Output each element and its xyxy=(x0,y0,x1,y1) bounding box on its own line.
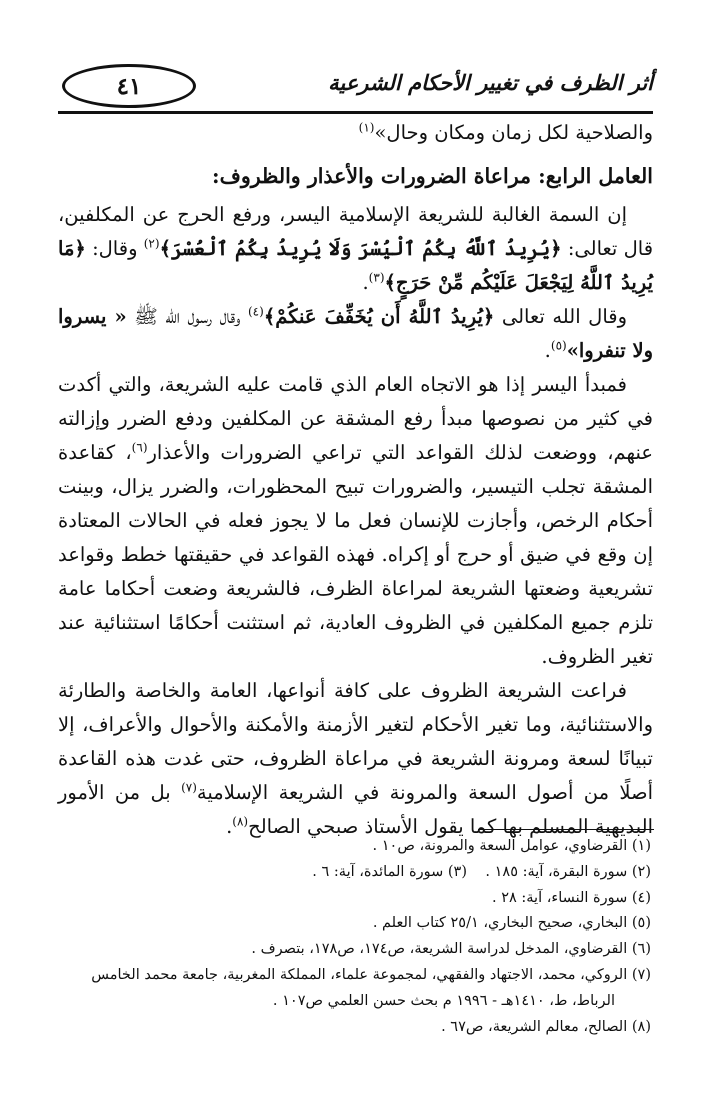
p0-text: والصلاحية لكل زمان ومكان وحال» xyxy=(374,121,653,144)
footnote-ref-2: (٢) xyxy=(143,236,160,251)
footnote-5 xyxy=(58,911,651,937)
header-rule xyxy=(58,111,653,114)
footnote-ref-8: (٨) xyxy=(232,814,249,829)
footnote-text: سورة النساء، آية: ٢٨ . xyxy=(491,889,628,906)
p3-text-b: ، كقاعدة المشقة تجلب التيسير، والضرورات تبيح المحظورات، والضرر يزال، وبينت أحكام الرخص، وأجازت للإنسان فعل ما لا يجوز فعله في الحالات المعتادة إن وقع في ضيق أو حرج أو إكراه. فهذه القواعد في حقيقتها خطط وقواعد تشريعية وضعتها الشريعة لمراعاة الظرف، فالشريعة وضعت أحكاما عامة تلزم جميع المكلفين في الظروف العادية، ثم استثنت أحكامًا استثنائية عند تغير الظروف. xyxy=(58,441,653,668)
footnote-separator xyxy=(478,829,654,830)
footnote-ref-7: (٧) xyxy=(181,780,197,795)
footnote-ref-5: (٥) xyxy=(550,338,567,353)
paragraph-3 xyxy=(58,368,653,674)
footnote-number: (٤) xyxy=(631,889,651,906)
footnote-text: القرضاوي، عوامل السعة والمرونة، ص١٠ . xyxy=(372,838,628,854)
p4-end: . xyxy=(226,815,233,838)
body-text xyxy=(58,116,653,844)
footnote-8 xyxy=(58,1015,651,1041)
footnote-number: (١) xyxy=(631,838,651,854)
p1-text-a: إن السمة الغالبة للشريعة الإسلامية اليسر، ورفع الحرج عن المكلفين، قال تعالى: xyxy=(58,203,654,260)
footnote-number: (٢) xyxy=(631,863,651,880)
hadith-quote: « يسروا ولا تنفروا» xyxy=(58,305,653,362)
footnote-ref-1: (١) xyxy=(358,120,375,135)
footnotes xyxy=(58,834,651,1040)
footnote-text: سورة البقرة، آية: ١٨٥ . (٣) سورة المائدة، آية: ٦ . xyxy=(312,863,628,880)
page-number: ٤١ xyxy=(116,72,142,100)
footnote-number: (٨) xyxy=(631,1018,651,1035)
paragraph-0 xyxy=(58,116,653,150)
paragraph-4 xyxy=(58,674,653,844)
footnote-7 xyxy=(58,963,651,989)
page-number-badge xyxy=(62,64,196,108)
quran-verse-1: ﴿يُرِيدُ ٱللَّهُ بِكُمُ ٱلْيُسْرَ وَلَا يُرِيدُ بِكُمُ ٱلْعُسْرَ﴾ xyxy=(159,237,562,260)
footnote-number: (٧) xyxy=(631,966,651,983)
p2-text-a: وقال الله تعالى xyxy=(501,305,627,328)
footnote-ref-6: (٦) xyxy=(131,440,148,455)
quran-verse-3: ﴿يُرِيدُ ٱللَّهُ أَن يُخَفِّفَ عَنكُمْ﴾ xyxy=(263,305,495,328)
p3-text-a: فمبدأ اليسر إذا هو الاتجاه العام الذي قامت عليه الشريعة، والتي أكدت في كثير من نصوصها مبدأ رفع المشقة عن المكلفين ودفع الضرر وإزالته عنهم، ووضعت لذلك القواعد التي تراعي الضرورات والأعذار xyxy=(58,373,653,464)
page-header xyxy=(58,58,653,114)
footnote-7-continuation: الرباط، ط، ١٤١٠هـ - ١٩٩٦ م بحث حسن العلمي ص١٠٧ . xyxy=(272,992,615,1009)
footnote-text: البخاري، صحيح البخاري، ٢٥/١ كتاب العلم . xyxy=(372,915,628,932)
paragraph-1: إن السمة الغالبة للشريعة الإسلامية اليسر، ورفع الحرج عن المكلفين، قال تعالى: ﴿يُرِيدُ ٱللَّهُ بِكُمُ ٱلْيُسْرَ وَلَا يُرِيدُ بِكُمُ ٱلْعُسْرَ﴾$^{(٢)}$ وقال: ﴿مَا يُرِيدُ ٱللَّهُ لِيَجْعَلَ عَلَيْكُم مِّنْ حَرَجٍ﴾$^{(٣)}$. xyxy=(58,203,654,294)
p4-text-b: بل من الأمور البديهية المسلم بها كما يقول الأستاذ صبحي الصالح xyxy=(58,781,653,838)
footnote-2 xyxy=(58,860,651,886)
running-title: أثر الظرف في تغيير الأحكام الشرعية xyxy=(328,70,653,95)
quran-verse-2: ﴿مَا يُرِيدُ ٱللَّهُ لِيَجْعَلَ عَلَيْكُم مِّنْ حَرَجٍ﴾ xyxy=(58,237,653,294)
footnote-ref-4: (٤) xyxy=(247,304,264,319)
p2-end: . xyxy=(544,339,551,362)
p1-text-b: وقال: xyxy=(92,237,138,260)
footnote-4 xyxy=(58,886,651,912)
footnote-number: (٥) xyxy=(631,915,651,932)
p4-text-a: فراعت الشريعة الظروف على كافة أنواعها، العامة والخاصة والطارئة والاستثنائية، وما تغير الأحكام لتغير الأزمنة والأمكنة والأحوال والأعراف، إلا تبيانًا لسعة ومرونة الشريعة في مراعاة الظروف، حتى غدت هذه القاعدة أصلًا من أصول السعة والمرونة في الشريعة الإسلامية xyxy=(58,679,654,804)
p2-text-b: وقال رسول الله ﷺ xyxy=(134,305,241,328)
footnote-6 xyxy=(58,937,651,963)
footnote-1 xyxy=(58,834,651,860)
section-heading: العامل الرابع: مراعاة الضرورات والأعذار والظروف: xyxy=(212,164,653,188)
footnote-ref-3: (٣) xyxy=(368,270,385,285)
footnote-text: القرضاوي، المدخل لدراسة الشريعة، ص١٧٤، ص١٧٨، بتصرف . xyxy=(251,941,628,958)
paragraph-2 xyxy=(58,300,653,368)
footnote-text: الصالح، معالم الشريعة، ص٦٧ . xyxy=(441,1018,628,1035)
footnote-number: (٦) xyxy=(631,941,651,958)
footnote-text: الروكي، محمد، الاجتهاد والفقهي، لمجموعة علماء، المملكة المغربية، جامعة محمد الخامس xyxy=(91,966,628,983)
